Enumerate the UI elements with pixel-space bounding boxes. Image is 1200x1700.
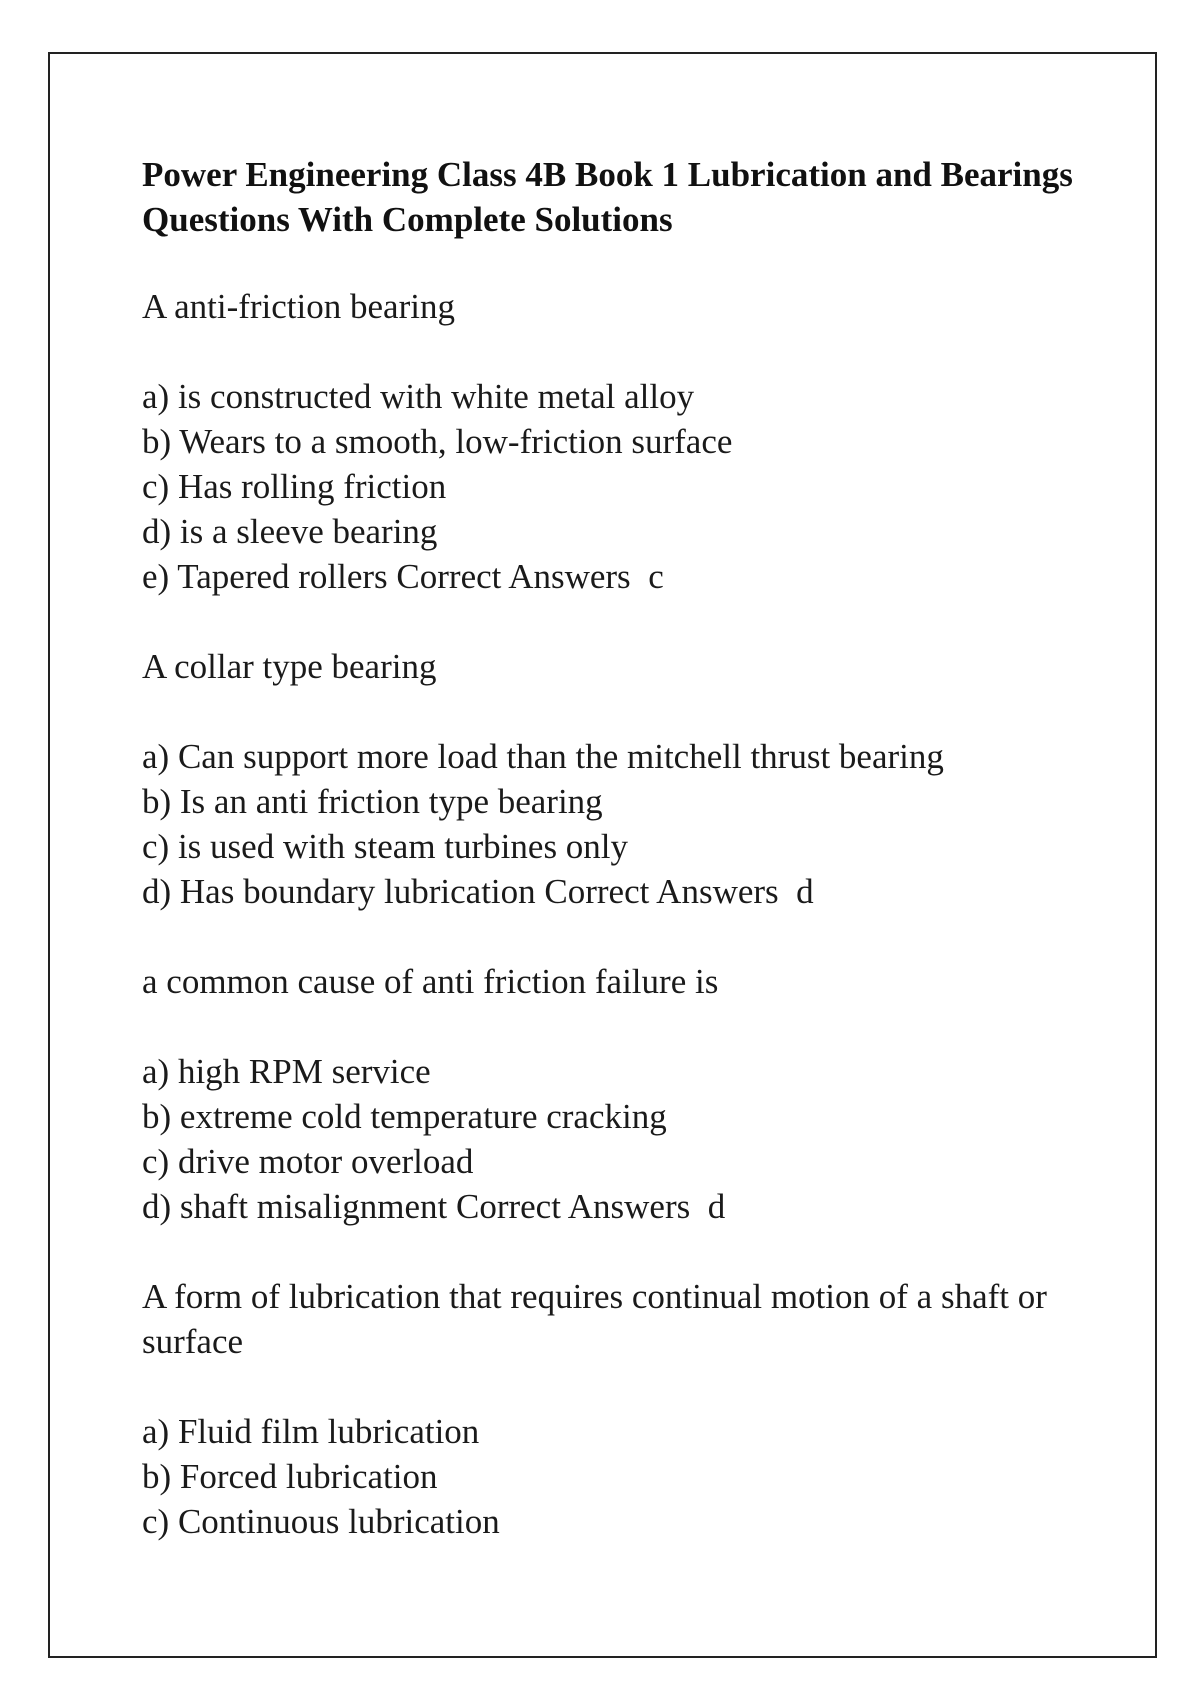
option-item: c) is used with steam turbines only [142,827,629,866]
option-item: a) Can support more load than the mitchell thrust bearing [142,737,944,776]
answer-value: c [648,557,664,596]
option-item: d) is a sleeve bearing [142,512,438,551]
option-list [142,734,1082,914]
question-prompt: A anti-friction bearing [142,287,455,326]
option-item: b) Is an anti friction type bearing [142,782,603,821]
option-item: a) high RPM service [142,1052,431,1091]
option-item: c) Has rolling friction [142,467,447,506]
answer-label: Correct Answers [396,557,631,596]
option-text: e) Tapered rollers [142,557,388,596]
answer-value: d [707,1187,726,1226]
option-item: a) is constructed with white metal alloy [142,377,695,416]
question-prompt: A collar type bearing [142,647,437,686]
option-item: a) Fluid film lubrication [142,1412,480,1451]
document-body [142,152,1082,1589]
option-list [142,1409,1082,1544]
option-list [142,1049,1082,1229]
question-prompt: a common cause of anti friction failure is [142,962,719,1001]
option-item: b) extreme cold temperature cracking [142,1097,667,1136]
option-item: b) Forced lubrication [142,1457,438,1496]
answer-value: d [796,872,814,911]
option-item-with-answer [142,1184,1082,1229]
answer-label: Correct Answers [455,1187,691,1226]
option-item: c) drive motor overload [142,1142,474,1181]
option-text: d) Has boundary lubrication [142,872,536,911]
option-item-with-answer [142,869,1082,914]
question-prompt: A form of lubrication that requires continual motion of a shaft or surface [142,1277,1047,1361]
answer-label: Correct Answers [544,872,779,911]
document-title: Power Engineering Class 4B Book 1 Lubrication and Bearings Questions With Complete Solutions [142,155,1073,239]
option-item: b) Wears to a smooth, low-friction surface [142,422,733,461]
option-list [142,374,1082,599]
option-item: c) Continuous lubrication [142,1502,500,1541]
option-item-with-answer [142,554,1082,599]
option-text: d) shaft misalignment [142,1187,448,1226]
